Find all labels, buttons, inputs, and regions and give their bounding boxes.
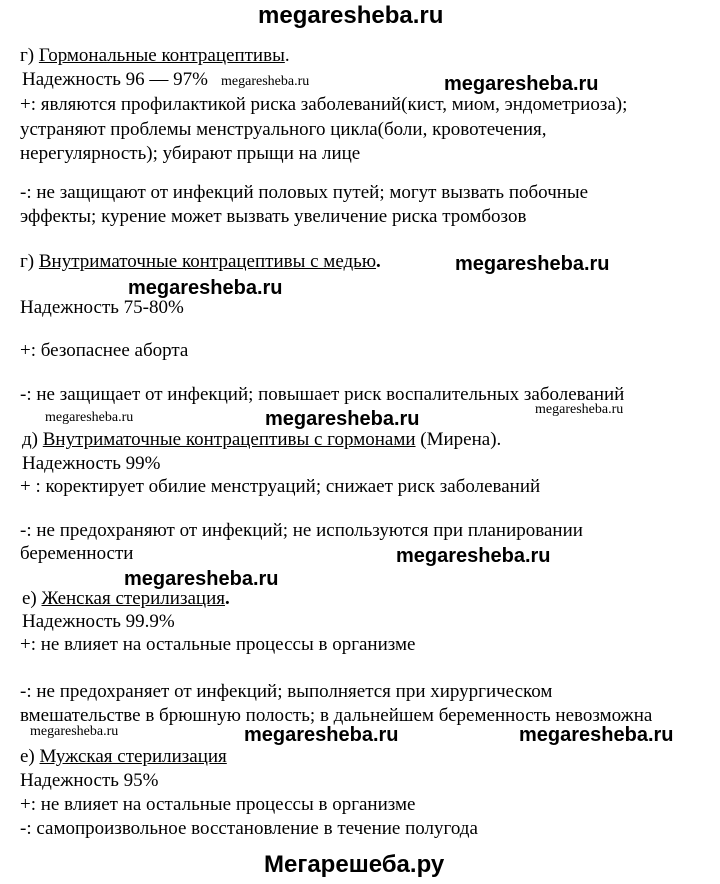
minus-line: -: не предохраняет от инфекций; выполняется при хирургическом xyxy=(20,681,553,702)
minus-line: эффекты; курение может вызвать увеличение риска тромбозов xyxy=(20,206,527,227)
section-heading-female-ster xyxy=(22,588,230,610)
watermark-big: megaresheba.ru xyxy=(444,73,599,95)
plus-line: устраняют проблемы менструального цикла(боли, кровотечения, xyxy=(20,119,547,140)
section-title-suffix: (Мирена). xyxy=(415,429,502,450)
plus-line: нерегулярность); убирают прыщи на лице xyxy=(20,143,361,164)
watermark-top: megaresheba.ru xyxy=(258,2,444,29)
section-prefix: г) xyxy=(20,251,39,272)
section-prefix: е) xyxy=(20,746,40,767)
minus-line: беременности xyxy=(20,543,134,564)
section-title-suffix: . xyxy=(284,45,290,66)
reliability-female-ster: Надежность 99.9% xyxy=(22,611,175,632)
section-title: Гормональные контрацептивы xyxy=(38,45,285,66)
minus-line: -: не защищает от инфекций; повышает риск воспалительных заболеваний xyxy=(20,384,625,405)
watermark-big: megaresheba.ru xyxy=(455,253,610,275)
watermark-small: megaresheba.ru xyxy=(45,410,134,425)
watermark-bottom: Мегарешеба.ру xyxy=(264,851,445,878)
section-title: Внутриматочные контрацептивы с гормонами xyxy=(42,429,416,450)
watermark-big: megaresheba.ru xyxy=(519,724,674,746)
watermark-big: megaresheba.ru xyxy=(244,724,399,746)
watermark-big: megaresheba.ru xyxy=(265,408,420,430)
watermark-big: megaresheba.ru xyxy=(396,545,551,567)
section-prefix: д) xyxy=(22,429,43,450)
section-heading-iud-copper xyxy=(20,251,381,273)
plus-line: +: являются профилактикой риска заболеваний(кист, миом, эндометриоза); xyxy=(20,94,628,115)
section-title: Женская стерилизация xyxy=(41,588,225,609)
minus-line: -: не защищают от инфекций половых путей; могут вызвать побочные xyxy=(20,182,589,203)
reliability-iud-hormone: Надежность 99% xyxy=(22,453,161,474)
plus-line: +: не влияет на остальные процессы в организме xyxy=(20,794,416,815)
plus-line: +: не влияет на остальные процессы в организме xyxy=(20,634,416,655)
section-title-suffix: . xyxy=(376,251,381,272)
section-prefix: е) xyxy=(22,588,42,609)
section-title-suffix: . xyxy=(224,588,230,609)
minus-line: -: самопроизвольное восстановление в течение полугода xyxy=(20,818,478,839)
reliability-male-ster: Надежность 95% xyxy=(20,770,159,791)
watermark-big: megaresheba.ru xyxy=(124,568,279,590)
watermark-small: megaresheba.ru xyxy=(221,74,310,89)
plus-line: +: безопаснее аборта xyxy=(20,340,189,361)
watermark-big: megaresheba.ru xyxy=(128,277,283,299)
reliability-iud-copper: Надежность 75-80% xyxy=(20,297,184,318)
plus-line: + : коректирует обилие менструаций; снижает риск заболеваний xyxy=(20,476,541,497)
watermark-small: megaresheba.ru xyxy=(535,402,624,417)
section-heading-male-ster xyxy=(20,746,227,768)
section-title: Внутриматочные контрацептивы с медью xyxy=(38,251,377,272)
reliability-hormonal: Надежность 96 — 97% xyxy=(22,69,209,90)
section-heading-iud-hormone xyxy=(22,429,501,451)
watermark-small: megaresheba.ru xyxy=(30,724,119,739)
section-heading-hormonal xyxy=(20,45,290,67)
minus-line: вмешательстве в брюшную полость; в дальнейшем беременность невозможна xyxy=(20,705,653,726)
section-title: Мужская стерилизация xyxy=(39,746,227,767)
section-prefix: г) xyxy=(20,45,39,66)
minus-line: -: не предохраняют от инфекций; не используются при планировании xyxy=(20,520,583,541)
